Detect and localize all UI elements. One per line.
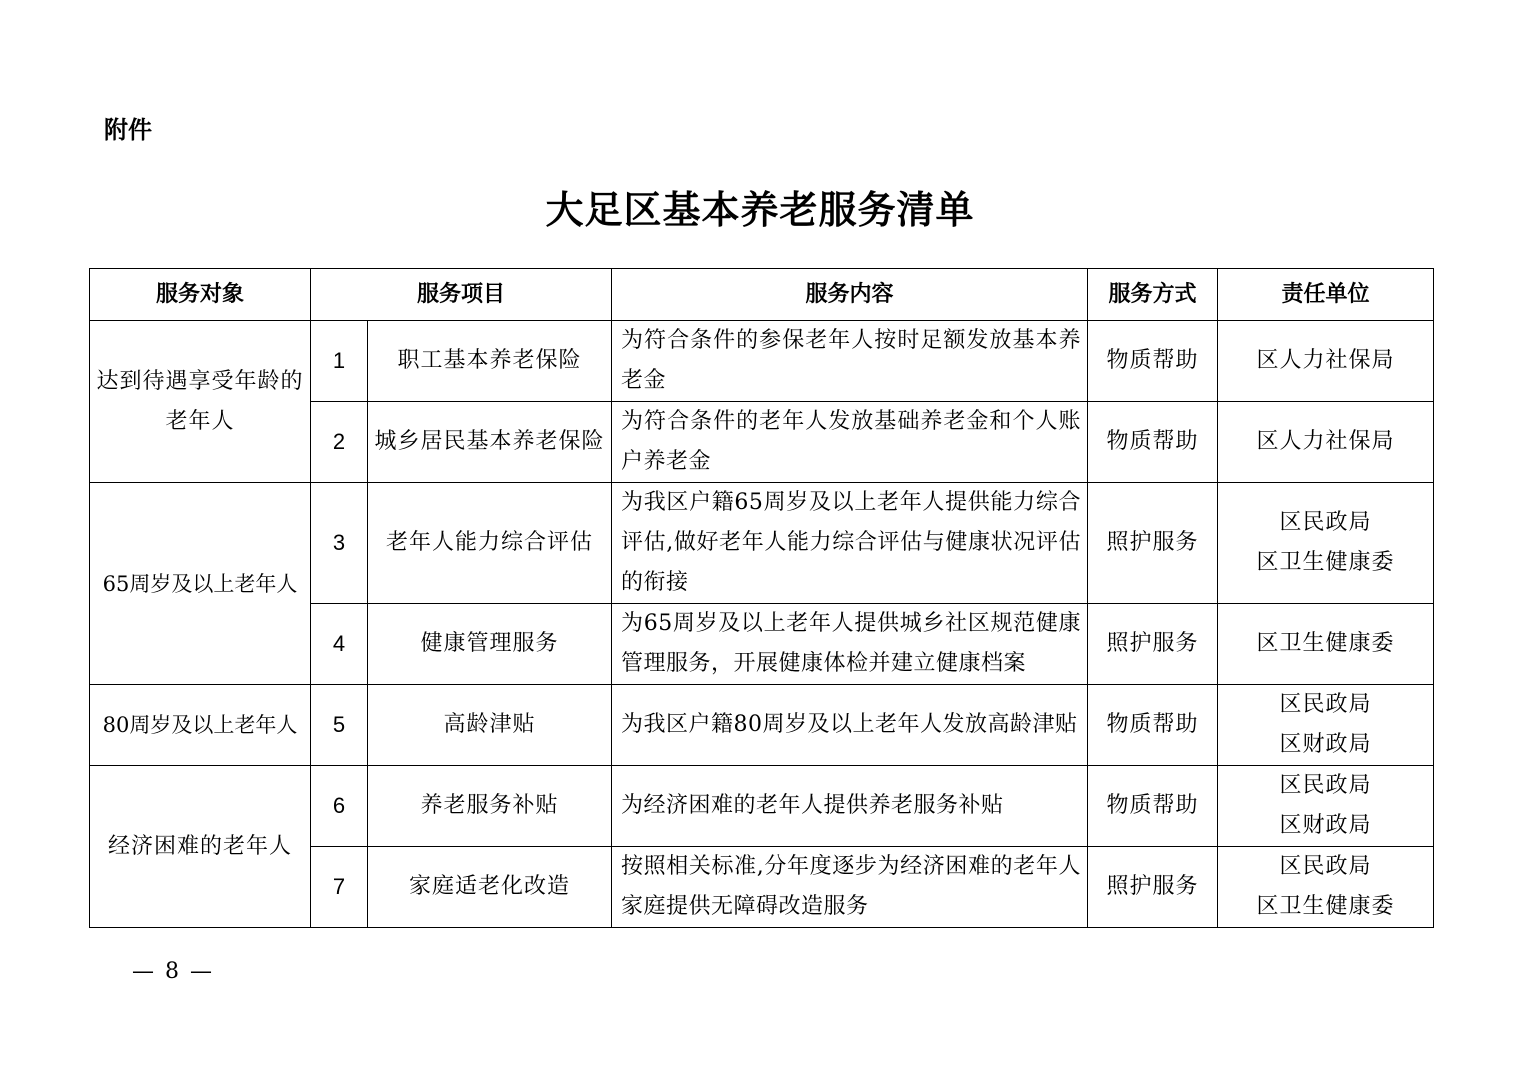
table-header-row bbox=[90, 269, 1434, 321]
table-row bbox=[90, 321, 1434, 402]
unit-name: 区卫生健康委 bbox=[1256, 550, 1395, 575]
service-item: 家庭适老化改造 bbox=[368, 847, 612, 928]
responsible-unit bbox=[1218, 483, 1434, 604]
unit-name: 区卫生健康委 bbox=[1256, 631, 1395, 656]
unit-name: 区民政局 bbox=[1279, 692, 1372, 717]
unit-name: 区民政局 bbox=[1279, 854, 1372, 879]
service-method: 物质帮助 bbox=[1088, 766, 1218, 847]
service-content: 为我区户籍80周岁及以上老年人发放高龄津贴 bbox=[612, 685, 1088, 766]
service-number: 5 bbox=[311, 685, 368, 766]
service-content: 按照相关标准,分年度逐步为经济困难的老年人家庭提供无障碍改造服务 bbox=[612, 847, 1088, 928]
service-number: 6 bbox=[311, 766, 368, 847]
service-target: 80周岁及以上老年人 bbox=[90, 685, 311, 766]
header-unit: 责任单位 bbox=[1218, 269, 1434, 321]
document-title: 大足区基本养老服务清单 bbox=[545, 188, 975, 232]
service-number: 4 bbox=[311, 604, 368, 685]
service-method: 照护服务 bbox=[1088, 847, 1218, 928]
responsible-unit bbox=[1218, 321, 1434, 402]
service-number: 7 bbox=[311, 847, 368, 928]
service-item: 老年人能力综合评估 bbox=[368, 483, 612, 604]
attachment-label: 附件 bbox=[104, 116, 152, 144]
unit-name: 区财政局 bbox=[1279, 813, 1372, 838]
responsible-unit bbox=[1218, 766, 1434, 847]
service-number: 3 bbox=[311, 483, 368, 604]
service-content: 为65周岁及以上老年人提供城乡社区规范健康管理服务，开展健康体检并建立健康档案 bbox=[612, 604, 1088, 685]
service-list-table bbox=[89, 268, 1434, 928]
header-target: 服务对象 bbox=[90, 269, 311, 321]
service-item: 健康管理服务 bbox=[368, 604, 612, 685]
responsible-unit bbox=[1218, 685, 1434, 766]
table-row bbox=[90, 685, 1434, 766]
unit-name: 区民政局 bbox=[1279, 773, 1372, 798]
header-content: 服务内容 bbox=[612, 269, 1088, 321]
responsible-unit bbox=[1218, 604, 1434, 685]
responsible-unit bbox=[1218, 402, 1434, 483]
service-content: 为符合条件的参保老年人按时足额发放基本养老金 bbox=[612, 321, 1088, 402]
service-target: 达到待遇享受年龄的老年人 bbox=[90, 321, 311, 483]
service-method: 照护服务 bbox=[1088, 483, 1218, 604]
service-method: 照护服务 bbox=[1088, 604, 1218, 685]
service-item: 养老服务补贴 bbox=[368, 766, 612, 847]
service-method: 物质帮助 bbox=[1088, 685, 1218, 766]
service-item: 高龄津贴 bbox=[368, 685, 612, 766]
unit-name: 区民政局 bbox=[1279, 510, 1372, 535]
table-row bbox=[90, 766, 1434, 847]
service-number: 2 bbox=[311, 402, 368, 483]
header-method: 服务方式 bbox=[1088, 269, 1218, 321]
service-content: 为符合条件的老年人发放基础养老金和个人账户养老金 bbox=[612, 402, 1088, 483]
service-item: 职工基本养老保险 bbox=[368, 321, 612, 402]
page-number: — 8 — bbox=[132, 959, 214, 984]
unit-name: 区卫生健康委 bbox=[1256, 894, 1395, 919]
table-row bbox=[90, 483, 1434, 604]
service-number: 1 bbox=[311, 321, 368, 402]
service-content: 为我区户籍65周岁及以上老年人提供能力综合评估,做好老年人能力综合评估与健康状况评估的衔接 bbox=[612, 483, 1088, 604]
unit-name: 区人力社保局 bbox=[1256, 348, 1395, 373]
unit-name: 区人力社保局 bbox=[1256, 429, 1395, 454]
service-item: 城乡居民基本养老保险 bbox=[368, 402, 612, 483]
unit-name: 区财政局 bbox=[1279, 732, 1372, 757]
service-method: 物质帮助 bbox=[1088, 402, 1218, 483]
service-content: 为经济困难的老年人提供养老服务补贴 bbox=[612, 766, 1088, 847]
service-target: 65周岁及以上老年人 bbox=[90, 483, 311, 685]
service-method: 物质帮助 bbox=[1088, 321, 1218, 402]
responsible-unit bbox=[1218, 847, 1434, 928]
service-target: 经济困难的老年人 bbox=[90, 766, 311, 928]
header-item: 服务项目 bbox=[311, 269, 612, 321]
